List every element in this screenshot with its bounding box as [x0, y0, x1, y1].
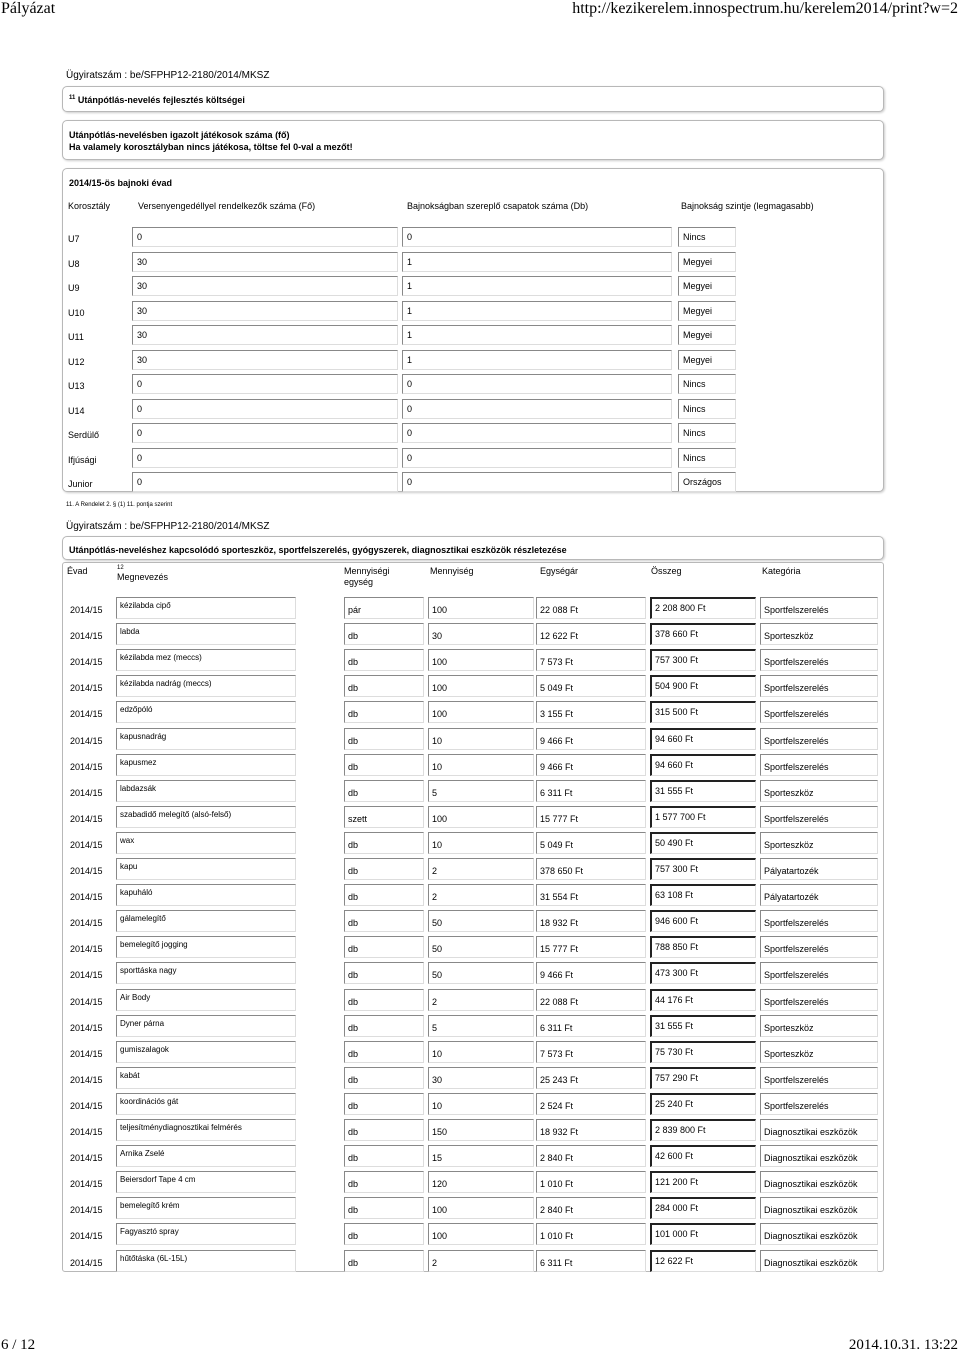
unit-price-field[interactable]: 6 311 Ft	[536, 1250, 646, 1272]
league-level-field[interactable]: Megyei	[678, 301, 736, 321]
season-cell: 2014/15	[70, 892, 103, 902]
item-name-field[interactable]: kabát	[116, 1067, 296, 1089]
quantity-field[interactable]: 10	[428, 832, 534, 854]
total-field: 757 300 Ft	[650, 649, 756, 671]
licensed-players-field[interactable]: 0	[132, 399, 398, 419]
category-field[interactable]: Diagnosztikai eszközök	[760, 1223, 878, 1245]
category-field[interactable]: Sporteszköz	[760, 832, 878, 854]
equipment-box	[62, 536, 884, 560]
quantity-field[interactable]: 2	[428, 858, 534, 880]
unit-field[interactable]: db	[344, 728, 424, 750]
unit-price-field[interactable]: 18 932 Ft	[536, 1119, 646, 1141]
age-row	[68, 276, 876, 296]
category-field[interactable]: Sportfelszerelés	[760, 1093, 878, 1115]
item-name-field[interactable]: kézilabda nadrág (meccs)	[116, 675, 296, 697]
unit-price-field[interactable]: 7 573 Ft	[536, 1041, 646, 1063]
unit-price-field[interactable]: 3 155 Ft	[536, 701, 646, 723]
season-cell: 2014/15	[70, 788, 103, 798]
equipment-row	[66, 1093, 882, 1115]
col-header-unit-line2: egység	[344, 577, 374, 587]
teams-count-field[interactable]: 1	[402, 301, 672, 321]
season-cell: 2014/15	[70, 1153, 103, 1163]
season-cell: 2014/15	[70, 1258, 103, 1268]
season-cell: 2014/15	[70, 840, 103, 850]
equipment-row	[66, 701, 882, 723]
season-cell: 2014/15	[70, 944, 103, 954]
quantity-field[interactable]: 30	[428, 1067, 534, 1089]
item-name-field[interactable]: bemelegítő jogging	[116, 936, 296, 958]
item-name-field[interactable]: edzőpóló	[116, 701, 296, 723]
licensed-players-field[interactable]: 0	[132, 448, 398, 468]
league-level-field[interactable]: Nincs	[678, 399, 736, 419]
category-field[interactable]: Sportfelszerelés	[760, 962, 878, 984]
quantity-field[interactable]: 2	[428, 1250, 534, 1272]
licensed-players-field[interactable]: 30	[132, 325, 398, 345]
category-field[interactable]: Sporteszköz	[760, 623, 878, 645]
age-group-label: U10	[68, 308, 85, 318]
unit-field[interactable]: db	[344, 1041, 424, 1063]
season-cell: 2014/15	[70, 918, 103, 928]
total-field: 473 300 Ft	[650, 962, 756, 984]
equipment-row	[66, 832, 882, 854]
equipment-row	[66, 1250, 882, 1272]
unit-price-field[interactable]: 9 466 Ft	[536, 728, 646, 750]
category-field[interactable]: Sportfelszerelés	[760, 597, 878, 619]
unit-field[interactable]: db	[344, 754, 424, 776]
unit-field[interactable]: db	[344, 675, 424, 697]
total-field: 31 555 Ft	[650, 1015, 756, 1037]
equipment-row	[66, 754, 882, 776]
total-field: 44 176 Ft	[650, 989, 756, 1011]
quantity-field[interactable]: 100	[428, 1223, 534, 1245]
age-row	[68, 374, 876, 394]
costs-box	[62, 86, 884, 112]
league-level-field[interactable]: Megyei	[678, 350, 736, 370]
quantity-field[interactable]: 50	[428, 936, 534, 958]
unit-price-field[interactable]: 1 010 Ft	[536, 1171, 646, 1193]
quantity-field[interactable]: 5	[428, 780, 534, 802]
unit-price-field[interactable]: 25 243 Ft	[536, 1067, 646, 1089]
season-cell: 2014/15	[70, 1075, 103, 1085]
category-field[interactable]: Diagnosztikai eszközök	[760, 1197, 878, 1219]
case-number: Ügyiratszám : be/SFPHP12-2180/2014/MKSZ	[66, 70, 270, 81]
item-name-field[interactable]: labda	[116, 623, 296, 645]
col-header-licensed: Versenyengedéllyel rendelkezők száma (Fő)	[138, 201, 316, 211]
category-field[interactable]: Diagnosztikai eszközök	[760, 1145, 878, 1167]
licensed-players-field[interactable]: 0	[132, 227, 398, 247]
unit-price-field[interactable]: 2 524 Ft	[536, 1093, 646, 1115]
unit-price-field[interactable]: 22 088 Ft	[536, 597, 646, 619]
quantity-field[interactable]: 10	[428, 1093, 534, 1115]
unit-price-field[interactable]: 31 554 Ft	[536, 884, 646, 906]
item-name-field[interactable]: labdazsák	[116, 780, 296, 802]
quantity-field[interactable]: 10	[428, 728, 534, 750]
teams-count-field[interactable]: 1	[402, 276, 672, 296]
licensed-players-field[interactable]: 30	[132, 252, 398, 272]
total-field: 2 839 800 Ft	[650, 1119, 756, 1141]
teams-count-field[interactable]: 1	[402, 350, 672, 370]
col-header-total: Összeg	[651, 566, 682, 576]
quantity-field[interactable]: 100	[428, 675, 534, 697]
season-cell: 2014/15	[70, 1179, 103, 1189]
page-number: 6 / 12	[1, 1337, 36, 1353]
unit-price-field[interactable]: 9 466 Ft	[536, 962, 646, 984]
unit-field[interactable]: db	[344, 936, 424, 958]
unit-field[interactable]: db	[344, 858, 424, 880]
total-field: 378 660 Ft	[650, 623, 756, 645]
category-field[interactable]: Sportfelszerelés	[760, 754, 878, 776]
col-header-teams: Bajnokságban szereplő csapatok száma (Db)	[407, 201, 589, 211]
age-group-label: U12	[68, 357, 85, 367]
item-name-field[interactable]: kapuháló	[116, 884, 296, 906]
item-name-field[interactable]: kézilabda cipő	[116, 597, 296, 619]
age-group-label: U7	[68, 234, 80, 244]
item-name-field[interactable]: kapusnadrág	[116, 728, 296, 750]
print-timestamp: 2014.10.31. 13:22	[848, 1337, 958, 1353]
total-field: 946 600 Ft	[650, 910, 756, 932]
equipment-row	[66, 623, 882, 645]
unit-price-field[interactable]: 5 049 Ft	[536, 675, 646, 697]
footnote: 11. A Rendelet 2. § (1) 11. pontja szerint	[66, 502, 173, 508]
quantity-field[interactable]: 50	[428, 910, 534, 932]
league-level-field[interactable]: Nincs	[678, 227, 736, 247]
unit-field[interactable]: db	[344, 910, 424, 932]
costs-box-title	[69, 95, 245, 105]
print-header-title: Pályázat	[1, 0, 56, 17]
equipment-row	[66, 962, 882, 984]
category-field[interactable]: Sportfelszerelés	[760, 675, 878, 697]
category-field[interactable]: Sportfelszerelés	[760, 989, 878, 1011]
item-name-field[interactable]: Beiersdorf Tape 4 cm	[116, 1171, 296, 1193]
season-cell: 2014/15	[70, 1231, 103, 1241]
category-field[interactable]: Pályatartozék	[760, 858, 878, 880]
equipment-row	[66, 675, 882, 697]
col-header-age: Korosztály	[68, 201, 111, 211]
age-row	[68, 448, 876, 468]
total-field: 31 555 Ft	[650, 780, 756, 802]
season-cell: 2014/15	[70, 814, 103, 824]
item-name-field[interactable]: bemelegítő krém	[116, 1197, 296, 1219]
category-field[interactable]: Sportfelszerelés	[760, 806, 878, 828]
quantity-field[interactable]: 100	[428, 597, 534, 619]
unit-field[interactable]: db	[344, 1197, 424, 1219]
age-row	[68, 325, 876, 345]
col-header-category: Kategória	[762, 566, 801, 576]
unit-price-field[interactable]: 18 932 Ft	[536, 910, 646, 932]
unit-price-field[interactable]: 6 311 Ft	[536, 780, 646, 802]
equipment-row	[66, 1197, 882, 1219]
total-field: 75 730 Ft	[650, 1041, 756, 1063]
unit-field[interactable]: db	[344, 1015, 424, 1037]
col-header-level: Bajnokság szintje (legmagasabb)	[681, 201, 814, 211]
total-field: 50 490 Ft	[650, 832, 756, 854]
quantity-field[interactable]: 2	[428, 884, 534, 906]
item-name-field[interactable]: kézilabda mez (meccs)	[116, 649, 296, 671]
teams-count-field[interactable]: 1	[402, 325, 672, 345]
players-box-line1: Utánpótlás-nevelésben igazolt játékosok száma (fő)	[69, 130, 290, 140]
league-level-field[interactable]: Nincs	[678, 374, 736, 394]
equipment-row	[66, 910, 882, 932]
unit-field[interactable]: db	[344, 1067, 424, 1089]
league-level-field[interactable]: Nincs	[678, 423, 736, 443]
age-row	[68, 399, 876, 419]
unit-field[interactable]: db	[344, 780, 424, 802]
col-header-unit	[344, 566, 390, 588]
category-field[interactable]: Sportfelszerelés	[760, 649, 878, 671]
unit-price-field[interactable]: 378 650 Ft	[536, 858, 646, 880]
season-cell: 2014/15	[70, 1049, 103, 1059]
category-field[interactable]: Sportfelszerelés	[760, 728, 878, 750]
total-field: 42 600 Ft	[650, 1145, 756, 1167]
item-name-field[interactable]: koordinációs gát	[116, 1093, 296, 1115]
total-field: 757 300 Ft	[650, 858, 756, 880]
league-level-field[interactable]: Megyei	[678, 252, 736, 272]
total-field: 1 577 700 Ft	[650, 806, 756, 828]
players-box-line2: Ha valamely korosztályban nincs játékosa, töltse fel 0-val a mezőt!	[69, 142, 353, 152]
unit-price-field[interactable]: 15 777 Ft	[536, 806, 646, 828]
category-field[interactable]: Pályatartozék	[760, 884, 878, 906]
equipment-row	[66, 936, 882, 958]
col-header-note: 12	[117, 565, 124, 571]
teams-count-field[interactable]: 0	[402, 374, 672, 394]
total-field: 121 200 Ft	[650, 1171, 756, 1193]
equipment-row	[66, 858, 882, 880]
unit-price-field[interactable]: 1 010 Ft	[536, 1223, 646, 1245]
case-number-2: Ügyiratszám : be/SFPHP12-2180/2014/MKSZ	[66, 521, 270, 532]
total-field: 12 622 Ft	[650, 1250, 756, 1272]
item-name-field[interactable]: Arnika Zselé	[116, 1145, 296, 1167]
item-name-field[interactable]: kapusmez	[116, 754, 296, 776]
unit-field[interactable]: db	[344, 623, 424, 645]
equipment-row	[66, 989, 882, 1011]
category-field[interactable]: Diagnosztikai eszközök	[760, 1171, 878, 1193]
total-field: 94 660 Ft	[650, 728, 756, 750]
league-level-field[interactable]: Nincs	[678, 448, 736, 468]
col-header-season: Évad	[67, 566, 88, 576]
equipment-row	[66, 884, 882, 906]
item-name-field[interactable]: wax	[116, 832, 296, 854]
item-name-field[interactable]: szabadidő melegítő (alsó-felső)	[116, 806, 296, 828]
age-group-label: U13	[68, 381, 85, 391]
total-field: 63 108 Ft	[650, 884, 756, 906]
quantity-field[interactable]: 10	[428, 1041, 534, 1063]
quantity-field[interactable]: 30	[428, 623, 534, 645]
category-field[interactable]: Sporteszköz	[760, 780, 878, 802]
unit-price-field[interactable]: 7 573 Ft	[536, 649, 646, 671]
teams-count-field[interactable]: 0	[402, 399, 672, 419]
quantity-field[interactable]: 100	[428, 701, 534, 723]
age-row	[68, 301, 876, 321]
unit-field[interactable]: db	[344, 1119, 424, 1141]
equipment-row	[66, 728, 882, 750]
unit-price-field[interactable]: 2 840 Ft	[536, 1145, 646, 1167]
age-group-label: Serdülő	[68, 430, 100, 440]
category-field[interactable]: Sportfelszerelés	[760, 936, 878, 958]
age-group-label: U11	[68, 332, 84, 342]
age-row	[68, 423, 876, 443]
quantity-field[interactable]: 5	[428, 1015, 534, 1037]
total-field: 757 290 Ft	[650, 1067, 756, 1089]
quantity-field[interactable]: 150	[428, 1119, 534, 1141]
league-level-field[interactable]: Megyei	[678, 276, 736, 296]
equipment-row	[66, 1119, 882, 1141]
equipment-row	[66, 1015, 882, 1037]
unit-field[interactable]: db	[344, 649, 424, 671]
equipment-row	[66, 780, 882, 802]
quantity-field[interactable]: 50	[428, 962, 534, 984]
league-level-field[interactable]: Megyei	[678, 325, 736, 345]
total-field: 284 000 Ft	[650, 1197, 756, 1219]
unit-field[interactable]: db	[344, 1223, 424, 1245]
item-name-field[interactable]: Dyner párna	[116, 1015, 296, 1037]
total-field: 101 000 Ft	[650, 1223, 756, 1245]
season-cell: 2014/15	[70, 709, 103, 719]
licensed-players-field[interactable]: 30	[132, 350, 398, 370]
category-field[interactable]: Sportfelszerelés	[760, 701, 878, 723]
unit-price-field[interactable]: 5 049 Ft	[536, 832, 646, 854]
total-field: 94 660 Ft	[650, 754, 756, 776]
unit-field[interactable]: pár	[344, 597, 424, 619]
licensed-players-field[interactable]: 30	[132, 276, 398, 296]
equipment-row	[66, 597, 882, 619]
season-cell: 2014/15	[70, 1101, 103, 1111]
equipment-row	[66, 649, 882, 671]
unit-field[interactable]: db	[344, 989, 424, 1011]
print-header-url: http://kezikerelem.innospectrum.hu/kerelem2014/print?w=2	[572, 0, 958, 17]
unit-field[interactable]: db	[344, 1250, 424, 1272]
season-cell: 2014/15	[70, 631, 103, 641]
total-field: 315 500 Ft	[650, 701, 756, 723]
unit-field[interactable]: db	[344, 962, 424, 984]
total-field: 2 208 800 Ft	[650, 597, 756, 619]
unit-field[interactable]: db	[344, 832, 424, 854]
item-name-field[interactable]: Air Body	[116, 989, 296, 1011]
season-cell: 2014/15	[70, 736, 103, 746]
footnote-marker: 11	[69, 95, 76, 101]
season-cell: 2014/15	[70, 997, 103, 1007]
season-cell: 2014/15	[70, 683, 103, 693]
season-box-title: 2014/15-ös bajnoki évad	[69, 178, 173, 188]
equipment-row	[66, 1223, 882, 1245]
licensed-players-field[interactable]: 0	[132, 423, 398, 443]
unit-field[interactable]: db	[344, 1093, 424, 1115]
equipment-row	[66, 1145, 882, 1167]
age-group-label: U14	[68, 406, 85, 416]
teams-count-field[interactable]: 0	[402, 448, 672, 468]
age-group-label: Ifjúsági	[68, 455, 97, 465]
item-name-field[interactable]: gumiszalagok	[116, 1041, 296, 1063]
item-name-field[interactable]: hűtőtáska (6L-15L)	[116, 1250, 296, 1272]
season-cell: 2014/15	[70, 970, 103, 980]
quantity-field[interactable]: 120	[428, 1171, 534, 1193]
category-field[interactable]: Sporteszköz	[760, 1041, 878, 1063]
league-level-field[interactable]: Országos	[678, 472, 736, 492]
quantity-field[interactable]: 100	[428, 806, 534, 828]
age-group-label: U8	[68, 259, 80, 269]
licensed-players-field[interactable]: 30	[132, 301, 398, 321]
players-box	[62, 120, 884, 160]
teams-count-field[interactable]: 0	[402, 423, 672, 443]
total-field: 25 240 Ft	[650, 1093, 756, 1115]
teams-count-field[interactable]: 0	[402, 472, 672, 492]
equipment-row	[66, 1171, 882, 1193]
category-field[interactable]: Sporteszköz	[760, 1015, 878, 1037]
quantity-field[interactable]: 10	[428, 754, 534, 776]
unit-price-field[interactable]: 9 466 Ft	[536, 754, 646, 776]
quantity-field[interactable]: 2	[428, 989, 534, 1011]
col-header-qty: Mennyiség	[430, 566, 474, 576]
item-name-field[interactable]: sporttáska nagy	[116, 962, 296, 984]
age-row	[68, 252, 876, 272]
season-cell: 2014/15	[70, 866, 103, 876]
item-name-field[interactable]: kapu	[116, 858, 296, 880]
equipment-row	[66, 1041, 882, 1063]
season-cell: 2014/15	[70, 1127, 103, 1137]
category-field[interactable]: Sportfelszerelés	[760, 910, 878, 932]
category-field[interactable]: Diagnosztikai eszközök	[760, 1250, 878, 1272]
col-header-price: Egységár	[540, 566, 579, 576]
unit-price-field[interactable]: 15 777 Ft	[536, 936, 646, 958]
age-group-label: U9	[68, 283, 80, 293]
equipment-row	[66, 806, 882, 828]
unit-field[interactable]: db	[344, 1145, 424, 1167]
licensed-players-field[interactable]: 0	[132, 472, 398, 492]
age-row	[68, 350, 876, 370]
season-cell: 2014/15	[70, 657, 103, 667]
col-header-name	[117, 564, 168, 583]
equipment-box-title: Utánpótlás-neveléshez kapcsolódó sporteszköz, sportfelszerelés, gyógyszerek, diagnosztikai eszközök részletezése	[69, 545, 567, 555]
quantity-field[interactable]: 100	[428, 649, 534, 671]
age-row	[68, 472, 876, 492]
quantity-field[interactable]: 15	[428, 1145, 534, 1167]
equipment-row	[66, 1067, 882, 1089]
quantity-field[interactable]: 100	[428, 1197, 534, 1219]
unit-price-field[interactable]: 2 840 Ft	[536, 1197, 646, 1219]
licensed-players-field[interactable]: 0	[132, 374, 398, 394]
costs-title-text: Utánpótlás-nevelés fejlesztés költségei	[77, 95, 245, 105]
teams-count-field[interactable]: 0	[402, 227, 672, 247]
item-name-field[interactable]: teljesítménydiagnosztikai felmérés	[116, 1119, 296, 1141]
total-field: 504 900 Ft	[650, 675, 756, 697]
item-name-field[interactable]: gálamelegítő	[116, 910, 296, 932]
unit-field[interactable]: db	[344, 701, 424, 723]
unit-field[interactable]: db	[344, 884, 424, 906]
total-field: 788 850 Ft	[650, 936, 756, 958]
unit-price-field[interactable]: 6 311 Ft	[536, 1015, 646, 1037]
age-row	[68, 227, 876, 247]
unit-field[interactable]: szett	[344, 806, 424, 828]
col-header-unit-line1: Mennyiségi	[344, 566, 390, 576]
unit-field[interactable]: db	[344, 1171, 424, 1193]
col-header-name-text: Megnevezés	[117, 572, 169, 582]
unit-price-field[interactable]: 12 622 Ft	[536, 623, 646, 645]
season-cell: 2014/15	[70, 605, 103, 615]
season-cell: 2014/15	[70, 1023, 103, 1033]
season-cell: 2014/15	[70, 1205, 103, 1215]
category-field[interactable]: Sportfelszerelés	[760, 1067, 878, 1089]
season-cell: 2014/15	[70, 762, 103, 772]
teams-count-field[interactable]: 1	[402, 252, 672, 272]
item-name-field[interactable]: Fagyasztó spray	[116, 1223, 296, 1245]
age-group-label: Junior	[68, 479, 93, 489]
category-field[interactable]: Diagnosztikai eszközök	[760, 1119, 878, 1141]
unit-price-field[interactable]: 22 088 Ft	[536, 989, 646, 1011]
